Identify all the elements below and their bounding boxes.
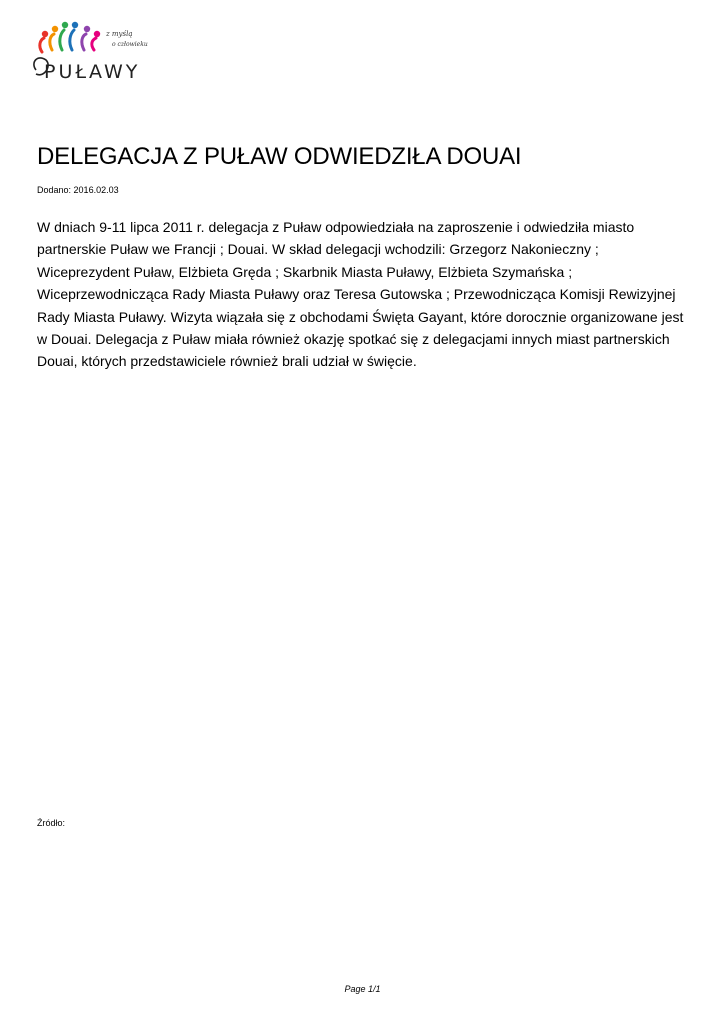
source-label: Źródło: xyxy=(37,818,66,828)
pulawy-logo-icon xyxy=(28,16,148,88)
article-body: W dniach 9-11 lipca 2011 r. delegacja z Puław odpowiedziała na zaproszenie i odwiedziła miasto partnerskie Puław we Francji ; Douai. W skład delegacji wchodzili: Grzegorz Nakonieczny ; Wiceprezydent Puław, Elżbieta Gręda ; Skarbnik Miasta Puławy, Elżbieta Szymańska ; Wiceprzewodnicząca Rady Miasta Puławy oraz Teresa Gutowska ; Przewodnicząca Komisji Rewizyjnej Rady Miasta Puławy. Wizyta wiązała się z obchodami Święta Gayant, które dorocznie organizowane jest w Douai. Delegacja z Puław miała również okazję spotkać się z delegacjami innych miast partnerskich Douai, których przedstawiciele również brali udział w święcie. xyxy=(37,219,684,370)
page-number: Page 1/1 xyxy=(344,984,381,994)
date-value: 2016.02.03 xyxy=(73,185,119,195)
date-label: Dodano: xyxy=(37,185,72,195)
article-date xyxy=(37,185,119,196)
article-title: DELEGACJA Z PUŁAW ODWIEDZIŁA DOUAI xyxy=(37,143,522,170)
svg-text:z myślą: z myślą xyxy=(106,30,133,38)
svg-text:PUŁAWY: PUŁAWY xyxy=(44,61,141,83)
svg-text:o człowieku: o człowieku xyxy=(112,41,148,48)
pulawy-logo-graphic xyxy=(28,16,148,88)
